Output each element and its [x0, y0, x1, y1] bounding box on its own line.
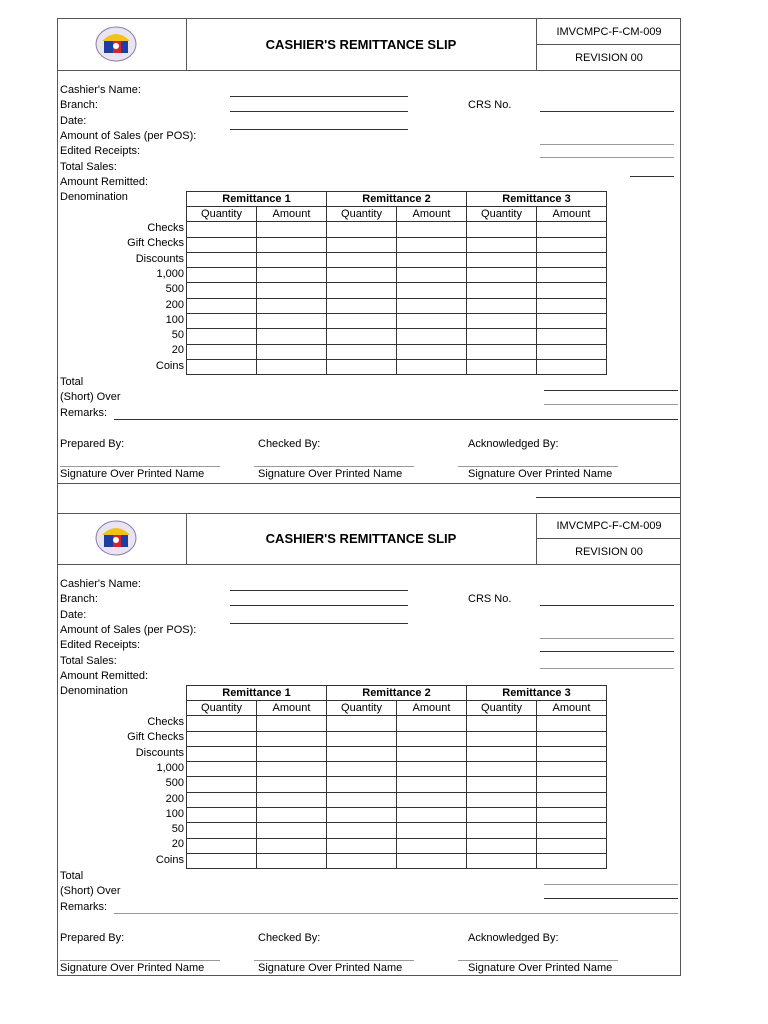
acknowledged-by-label: Acknowledged By: — [468, 932, 559, 944]
table-cell[interactable] — [187, 298, 257, 313]
table-cell[interactable] — [187, 762, 257, 777]
table-cell[interactable] — [467, 823, 537, 838]
table-cell[interactable] — [397, 777, 467, 792]
table-cell[interactable] — [327, 222, 397, 237]
cooperative-seal-icon — [95, 26, 137, 62]
table-cell[interactable] — [397, 268, 467, 283]
remittance-2-header: Remittance 2 — [327, 686, 467, 701]
denomination-row-label: Gift Checks — [127, 237, 184, 249]
table-cell[interactable] — [537, 731, 607, 746]
short-over-label: (Short) Over — [60, 885, 121, 897]
table-cell[interactable] — [327, 777, 397, 792]
form-revision: REVISION 00 — [575, 51, 643, 64]
denomination-row-label: Coins — [155, 360, 184, 372]
remittance-form-page — [57, 18, 681, 976]
quantity-header: Quantity — [467, 207, 537, 222]
total-label: Total — [60, 870, 84, 882]
remarks-field[interactable] — [114, 913, 678, 914]
table-cell[interactable] — [397, 237, 467, 252]
table-cell[interactable] — [467, 762, 537, 777]
table-cell[interactable] — [187, 853, 257, 868]
logo-cell — [58, 19, 187, 70]
denomination-row-label: Discounts — [135, 747, 184, 759]
date-field[interactable] — [230, 623, 408, 624]
table-cell[interactable] — [257, 792, 327, 807]
table-cell[interactable] — [257, 808, 327, 823]
table-cell[interactable] — [467, 716, 537, 731]
denomination-row-label: Checks — [147, 222, 184, 234]
signature-caption: Signature Over Printed Name — [258, 962, 403, 974]
table-cell[interactable] — [467, 731, 537, 746]
table-cell[interactable] — [467, 853, 537, 868]
table-cell[interactable] — [537, 329, 607, 344]
remarks-field[interactable] — [114, 419, 678, 420]
table-cell[interactable] — [327, 716, 397, 731]
form-code: IMVCMPC-F-CM-009 — [537, 513, 681, 539]
checked-by-signature-line[interactable] — [254, 466, 414, 467]
table-cell[interactable] — [397, 731, 467, 746]
denomination-row-label: Discounts — [135, 253, 184, 265]
table-cell[interactable] — [397, 344, 467, 359]
table-cell[interactable] — [537, 298, 607, 313]
table-cell[interactable] — [187, 237, 257, 252]
table-cell[interactable] — [467, 746, 537, 761]
table-cell[interactable] — [187, 746, 257, 761]
table-cell[interactable] — [257, 314, 327, 329]
table-cell[interactable] — [187, 792, 257, 807]
table-row — [187, 808, 607, 823]
table-row — [187, 252, 607, 267]
table-cell[interactable] — [327, 746, 397, 761]
acknowledged-by-label: Acknowledged By: — [468, 438, 559, 450]
table-cell[interactable] — [257, 268, 327, 283]
table-row — [187, 344, 607, 359]
table-cell[interactable] — [327, 808, 397, 823]
table-cell[interactable] — [187, 344, 257, 359]
denomination-row-label: 500 — [165, 777, 184, 789]
cut-line — [536, 497, 680, 498]
denomination-row-label: 20 — [171, 838, 184, 850]
table-cell[interactable] — [257, 746, 327, 761]
remittance-1-header: Remittance 1 — [187, 192, 327, 207]
table-cell[interactable] — [187, 252, 257, 267]
cashier-name-field[interactable] — [230, 96, 408, 97]
table-cell[interactable] — [537, 853, 607, 868]
remittance-slip — [58, 19, 680, 483]
table-cell[interactable] — [537, 777, 607, 792]
table-cell[interactable] — [187, 808, 257, 823]
table-cell[interactable] — [397, 746, 467, 761]
checked-by-signature-line[interactable] — [254, 960, 414, 961]
table-cell[interactable] — [397, 716, 467, 731]
table-cell[interactable] — [187, 777, 257, 792]
amount-header: Amount — [537, 207, 607, 222]
remittance-slip — [58, 513, 680, 977]
remarks-label: Remarks: — [60, 901, 108, 913]
remittance-table — [186, 191, 607, 375]
table-cell[interactable] — [327, 823, 397, 838]
table-cell[interactable] — [257, 853, 327, 868]
table-cell[interactable] — [467, 298, 537, 313]
denomination-row-label: 200 — [165, 299, 184, 311]
table-cell[interactable] — [537, 762, 607, 777]
quantity-header: Quantity — [327, 701, 397, 716]
table-row — [187, 746, 607, 761]
table-cell[interactable] — [187, 359, 257, 374]
table-cell[interactable] — [397, 252, 467, 267]
prepared-by-label: Prepared By: — [60, 932, 125, 944]
table-row — [187, 314, 607, 329]
cashier-name-label: Cashier's Name: — [60, 578, 141, 590]
table-cell[interactable] — [257, 762, 327, 777]
denomination-row-label: 50 — [171, 329, 184, 341]
signature-caption: Signature Over Printed Name — [468, 468, 613, 480]
remittance-1-header: Remittance 1 — [187, 686, 327, 701]
table-cell[interactable] — [467, 838, 537, 853]
table-cell[interactable] — [187, 283, 257, 298]
table-cell[interactable] — [537, 808, 607, 823]
table-cell[interactable] — [397, 838, 467, 853]
table-cell[interactable] — [537, 746, 607, 761]
table-cell[interactable] — [397, 808, 467, 823]
table-cell[interactable] — [327, 252, 397, 267]
amount-remitted-label: Amount Remitted: — [60, 670, 149, 682]
date-field[interactable] — [230, 129, 408, 130]
denomination-row-label: 50 — [171, 823, 184, 835]
edited-receipts-label: Edited Receipts: — [60, 145, 141, 157]
table-cell[interactable] — [187, 731, 257, 746]
table-cell[interactable] — [397, 283, 467, 298]
table-cell[interactable] — [397, 792, 467, 807]
table-cell[interactable] — [257, 237, 327, 252]
total-field[interactable] — [544, 884, 678, 885]
table-cell[interactable] — [187, 268, 257, 283]
total-label: Total — [60, 376, 84, 388]
table-cell[interactable] — [537, 359, 607, 374]
edited-receipts-label: Edited Receipts: — [60, 639, 141, 651]
denomination-row-label: 500 — [165, 283, 184, 295]
table-cell[interactable] — [537, 314, 607, 329]
denomination-row-label: 1,000 — [156, 762, 184, 774]
table-cell[interactable] — [537, 283, 607, 298]
table-cell[interactable] — [467, 283, 537, 298]
branch-field[interactable] — [230, 605, 408, 606]
table-row — [187, 359, 607, 374]
slip-divider — [58, 483, 680, 484]
acknowledged-by-signature-line[interactable] — [458, 960, 618, 961]
denomination-row-label: 100 — [165, 314, 184, 326]
short-over-field[interactable] — [544, 898, 678, 899]
denomination-label: Denomination — [60, 191, 128, 203]
cashier-name-label: Cashier's Name: — [60, 84, 141, 96]
table-cell[interactable] — [467, 329, 537, 344]
table-cell[interactable] — [467, 314, 537, 329]
table-row — [187, 237, 607, 252]
total-sales-field[interactable] — [540, 668, 674, 669]
denomination-row-label: 20 — [171, 344, 184, 356]
table-cell[interactable] — [327, 314, 397, 329]
amount-header: Amount — [257, 701, 327, 716]
table-row — [187, 853, 607, 868]
signature-caption: Signature Over Printed Name — [60, 468, 205, 480]
table-cell[interactable] — [327, 792, 397, 807]
table-cell[interactable] — [397, 853, 467, 868]
signature-caption: Signature Over Printed Name — [468, 962, 613, 974]
table-cell[interactable] — [397, 823, 467, 838]
table-row — [187, 777, 607, 792]
branch-label: Branch: — [60, 99, 98, 111]
checked-by-label: Checked By: — [258, 932, 321, 944]
logo-cell — [58, 513, 187, 564]
table-row — [187, 222, 607, 237]
total-field[interactable] — [544, 390, 678, 391]
table-row — [187, 268, 607, 283]
table-cell[interactable] — [327, 268, 397, 283]
table-cell[interactable] — [187, 823, 257, 838]
table-cell[interactable] — [187, 314, 257, 329]
table-row — [187, 823, 607, 838]
quantity-header: Quantity — [187, 701, 257, 716]
quantity-header: Quantity — [467, 701, 537, 716]
amount-sales-field[interactable] — [540, 638, 674, 639]
form-revision: REVISION 00 — [575, 545, 643, 558]
table-cell[interactable] — [537, 792, 607, 807]
table-cell[interactable] — [467, 777, 537, 792]
table-cell[interactable] — [327, 731, 397, 746]
table-cell[interactable] — [537, 252, 607, 267]
total-sales-label: Total Sales: — [60, 161, 117, 173]
remittance-3-header: Remittance 3 — [467, 686, 607, 701]
table-cell[interactable] — [467, 237, 537, 252]
form-title: CASHIER'S REMITTANCE SLIP — [265, 37, 457, 52]
table-cell[interactable] — [537, 268, 607, 283]
table-cell[interactable] — [257, 731, 327, 746]
cooperative-seal-icon — [95, 520, 137, 556]
short-over-field[interactable] — [544, 404, 678, 405]
table-cell[interactable] — [537, 716, 607, 731]
remittance-table — [186, 685, 607, 869]
table-row — [187, 838, 607, 853]
total-sales-label: Total Sales: — [60, 655, 117, 667]
table-cell[interactable] — [537, 237, 607, 252]
signature-caption: Signature Over Printed Name — [60, 962, 205, 974]
branch-field[interactable] — [230, 111, 408, 112]
edited-receipts-field[interactable] — [540, 651, 674, 652]
table-cell[interactable] — [327, 853, 397, 868]
table-cell[interactable] — [537, 222, 607, 237]
amount-header: Amount — [397, 701, 467, 716]
prepared-by-signature-line[interactable] — [60, 960, 220, 961]
branch-label: Branch: — [60, 593, 98, 605]
table-cell[interactable] — [327, 838, 397, 853]
prepared-by-label: Prepared By: — [60, 438, 125, 450]
short-over-label: (Short) Over — [60, 391, 121, 403]
table-cell[interactable] — [257, 359, 327, 374]
date-label: Date: — [60, 115, 87, 127]
form-title: CASHIER'S REMITTANCE SLIP — [265, 531, 457, 546]
table-cell[interactable] — [397, 298, 467, 313]
table-cell[interactable] — [327, 283, 397, 298]
form-code-cell — [536, 513, 681, 564]
amount-header: Amount — [257, 207, 327, 222]
cashier-name-field[interactable] — [230, 590, 408, 591]
table-row — [187, 731, 607, 746]
amount-sales-label: Amount of Sales (per POS): — [60, 130, 197, 142]
crs-no-label: CRS No. — [468, 593, 512, 605]
table-cell[interactable] — [327, 344, 397, 359]
table-cell[interactable] — [467, 268, 537, 283]
table-cell[interactable] — [397, 359, 467, 374]
table-cell[interactable] — [467, 359, 537, 374]
remittance-3-header: Remittance 3 — [467, 192, 607, 207]
table-cell[interactable] — [327, 298, 397, 313]
table-cell[interactable] — [467, 792, 537, 807]
table-cell[interactable] — [187, 838, 257, 853]
crs-no-label: CRS No. — [468, 99, 512, 111]
table-cell[interactable] — [257, 283, 327, 298]
denomination-row-label: Gift Checks — [127, 731, 184, 743]
table-row — [187, 283, 607, 298]
table-cell[interactable] — [467, 808, 537, 823]
denomination-row-label: 1,000 — [156, 268, 184, 280]
crs-no-field[interactable] — [540, 111, 674, 112]
form-code-cell — [536, 19, 681, 70]
table-cell[interactable] — [257, 823, 327, 838]
table-cell[interactable] — [467, 252, 537, 267]
table-cell[interactable] — [397, 222, 467, 237]
denomination-row-label: Coins — [155, 854, 184, 866]
table-cell[interactable] — [257, 838, 327, 853]
remittance-2-header: Remittance 2 — [327, 192, 467, 207]
amount-sales-field[interactable] — [540, 144, 674, 145]
table-cell[interactable] — [257, 777, 327, 792]
prepared-by-signature-line[interactable] — [60, 466, 220, 467]
table-cell[interactable] — [257, 344, 327, 359]
table-cell[interactable] — [537, 838, 607, 853]
slip-header — [58, 19, 680, 71]
table-cell[interactable] — [327, 237, 397, 252]
table-cell[interactable] — [257, 222, 327, 237]
slip-header — [58, 513, 680, 565]
quantity-header: Quantity — [187, 207, 257, 222]
denomination-label: Denomination — [60, 685, 128, 697]
table-cell[interactable] — [187, 716, 257, 731]
table-cell[interactable] — [397, 762, 467, 777]
table-cell[interactable] — [257, 329, 327, 344]
table-cell[interactable] — [257, 716, 327, 731]
amount-header: Amount — [537, 701, 607, 716]
amount-sales-label: Amount of Sales (per POS): — [60, 624, 197, 636]
table-cell[interactable] — [467, 344, 537, 359]
table-row — [187, 762, 607, 777]
table-cell[interactable] — [327, 762, 397, 777]
table-cell[interactable] — [467, 222, 537, 237]
signature-caption: Signature Over Printed Name — [258, 468, 403, 480]
acknowledged-by-signature-line[interactable] — [458, 466, 618, 467]
table-cell[interactable] — [187, 222, 257, 237]
table-cell[interactable] — [397, 314, 467, 329]
table-cell[interactable] — [257, 298, 327, 313]
table-cell[interactable] — [327, 329, 397, 344]
checked-by-label: Checked By: — [258, 438, 321, 450]
crs-no-field[interactable] — [540, 605, 674, 606]
table-cell[interactable] — [187, 329, 257, 344]
denomination-row-label: Checks — [147, 716, 184, 728]
table-cell[interactable] — [537, 344, 607, 359]
table-cell[interactable] — [537, 823, 607, 838]
denomination-row-label: 200 — [165, 793, 184, 805]
edited-receipts-field[interactable] — [540, 157, 674, 158]
amount-remitted-label: Amount Remitted: — [60, 176, 149, 188]
form-code: IMVCMPC-F-CM-009 — [537, 19, 681, 45]
table-cell[interactable] — [327, 359, 397, 374]
remarks-label: Remarks: — [60, 407, 108, 419]
table-cell[interactable] — [257, 252, 327, 267]
date-label: Date: — [60, 609, 87, 621]
table-row — [187, 298, 607, 313]
denomination-row-label: 100 — [165, 808, 184, 820]
total-sales-field[interactable] — [630, 176, 674, 177]
quantity-header: Quantity — [327, 207, 397, 222]
table-row — [187, 329, 607, 344]
table-row — [187, 792, 607, 807]
table-cell[interactable] — [397, 329, 467, 344]
amount-header: Amount — [397, 207, 467, 222]
table-row — [187, 716, 607, 731]
